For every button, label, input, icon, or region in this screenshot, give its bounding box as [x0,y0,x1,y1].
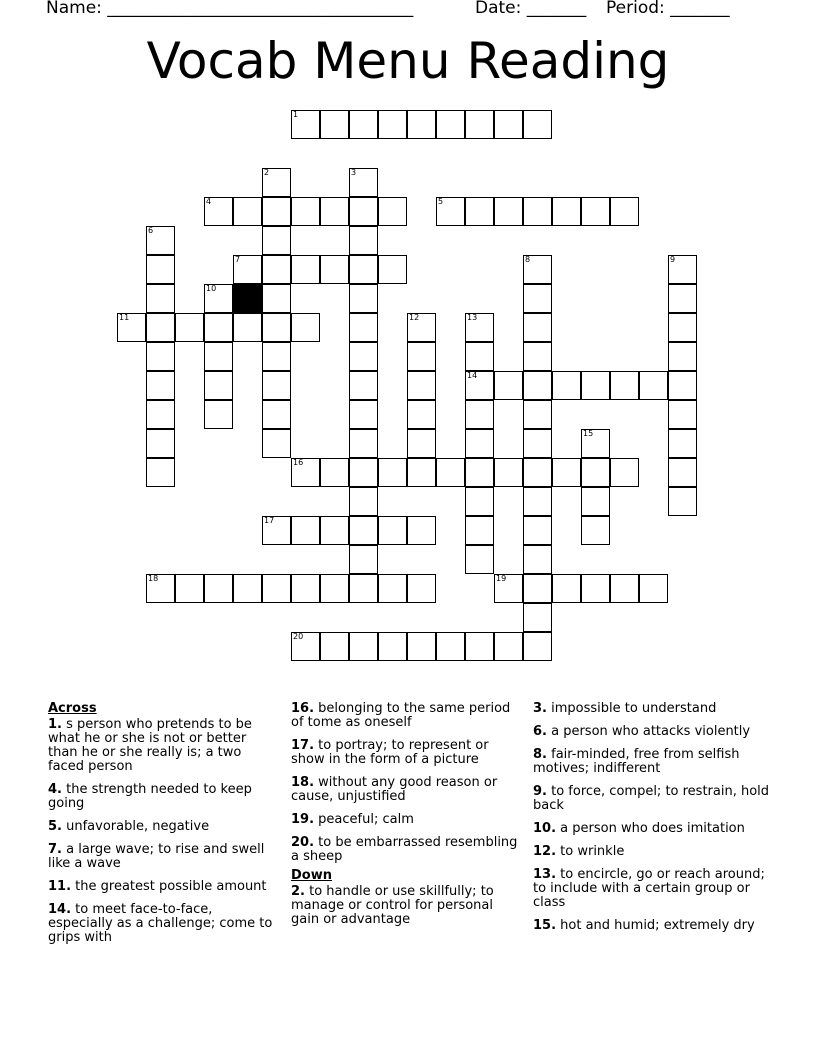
grid-cell[interactable] [407,110,436,139]
grid-cell[interactable] [175,313,204,342]
clue-number: 8 [525,255,531,264]
grid-cell[interactable] [407,458,436,487]
clue-number-label: 2. [291,884,305,899]
grid-cell[interactable] [262,168,291,197]
grid-cell[interactable] [465,516,494,545]
clues-column-3 [533,702,773,942]
clue-number-label: 1. [48,717,62,732]
grid-cell[interactable] [668,487,697,516]
clue-text: the strength needed to keep going [48,782,252,811]
grid-cell[interactable] [668,371,697,400]
clue-text: a person who does imitation [556,821,745,836]
grid-cell[interactable] [262,429,291,458]
grid-cell[interactable] [204,197,233,226]
grid-cell[interactable] [146,284,175,313]
grid-cell[interactable] [349,255,378,284]
clue-text: without any good reason or cause, unjustified [291,775,498,804]
clue-item [533,785,773,813]
grid-cell[interactable] [175,574,204,603]
clue-item [291,813,521,827]
grid-cell[interactable] [465,487,494,516]
grid-cell[interactable] [523,313,552,342]
clue-text: hot and humid; extremely dry [556,918,755,933]
clue-text: a person who attacks violently [546,724,751,739]
clue-number: 18 [148,574,159,583]
clue-text: belonging to the same period of tome as oneself [291,701,511,730]
grid-cell[interactable] [349,371,378,400]
clue-item [533,822,773,836]
grid-cell[interactable] [523,110,552,139]
clue-number: 15 [583,429,594,438]
grid-cell[interactable] [320,255,349,284]
grid-cell[interactable] [610,371,639,400]
clue-number-label: 11. [48,879,72,894]
clue-item [48,903,278,945]
grid-cell[interactable] [262,574,291,603]
grid-cell[interactable] [523,487,552,516]
grid-cell[interactable] [523,458,552,487]
grid-cell[interactable] [291,574,320,603]
grid-cell[interactable] [146,313,175,342]
grid-cell[interactable] [117,313,146,342]
grid-cell[interactable] [610,574,639,603]
clue-number-label: 18. [291,775,315,790]
clue-text: the greatest possible amount [71,879,267,894]
clue-number: 1 [293,110,299,119]
grid-cell[interactable] [291,458,320,487]
grid-cell[interactable] [523,574,552,603]
grid-cell[interactable] [320,574,349,603]
clue-item [291,885,521,927]
across-heading: Across [48,701,97,716]
grid-cell[interactable] [146,342,175,371]
grid-cell[interactable] [146,400,175,429]
grid-cell[interactable] [610,458,639,487]
clue-text: to handle or use skillfully; to manage or control for personal gain or advantage [291,884,494,927]
grid-cell[interactable] [349,400,378,429]
clue-item [48,843,278,871]
grid-cell[interactable] [465,371,494,400]
grid-cell[interactable] [349,313,378,342]
clue-number-label: 5. [48,819,62,834]
grid-cell[interactable] [523,400,552,429]
grid-cell[interactable] [407,516,436,545]
grid-cell[interactable] [668,429,697,458]
grid-cell[interactable] [407,400,436,429]
clue-text: to portray; to represent or show in the form of a picture [291,738,489,767]
grid-cell[interactable] [204,400,233,429]
grid-cell[interactable] [436,632,465,661]
grid-cell[interactable] [668,342,697,371]
clue-number: 3 [351,168,357,177]
grid-cell[interactable] [523,342,552,371]
clue-number-label: 14. [48,902,72,917]
grid-cell[interactable] [320,516,349,545]
grid-cell[interactable] [523,255,552,284]
grid-cell[interactable] [320,632,349,661]
clue-item [533,748,773,776]
grid-cell[interactable] [639,371,668,400]
grid-cell[interactable] [204,342,233,371]
clue-text: to meet face-to-face, especially as a challenge; come to grips with [48,902,273,945]
grid-cell[interactable] [349,574,378,603]
clue-number: 11 [119,313,130,322]
page-title: Vocab Menu Reading [146,32,670,90]
clue-item [533,702,773,716]
grid-cell[interactable] [291,632,320,661]
grid-cell[interactable] [668,255,697,284]
clue-number: 19 [496,574,507,583]
grid-cell[interactable] [465,632,494,661]
grid-cell[interactable] [639,574,668,603]
grid-cell[interactable] [204,284,233,313]
grid-cell[interactable] [523,197,552,226]
clue-number: 17 [264,516,275,525]
grid-cell[interactable] [146,226,175,255]
grid-cell[interactable] [262,226,291,255]
name-field[interactable]: Name: ____________________________________ [46,0,414,18]
grid-cell[interactable] [523,545,552,574]
grid-cell[interactable] [581,197,610,226]
grid-cell[interactable] [378,516,407,545]
grid-cell[interactable] [378,255,407,284]
grid-cell[interactable] [204,371,233,400]
period-field[interactable]: Period: _______ [606,0,730,18]
grid-cell[interactable] [581,371,610,400]
grid-cell[interactable] [378,110,407,139]
date-field[interactable]: Date: _______ [475,0,587,18]
clue-text: s person who pretends to be what he or she is not or better than he or she really is; a two faced person [48,717,252,774]
grid-cell[interactable] [436,110,465,139]
grid-cell[interactable] [465,197,494,226]
grid-cell[interactable] [291,255,320,284]
grid-cell[interactable] [494,458,523,487]
grid-cell[interactable] [291,516,320,545]
grid-cell[interactable] [146,574,175,603]
clue-number-label: 6. [533,724,547,739]
clue-number: 4 [206,197,212,206]
grid-cell[interactable] [407,371,436,400]
clue-number: 7 [235,255,241,264]
clue-text: to be embarrassed resembling a sheep [291,835,518,864]
grid-cell[interactable] [436,458,465,487]
clue-number: 13 [467,313,478,322]
grid-cell[interactable] [465,545,494,574]
grid-cell[interactable] [465,110,494,139]
grid-cell[interactable] [291,197,320,226]
clue-text: to force, compel; to restrain, hold back [533,784,770,813]
grid-cell[interactable] [378,574,407,603]
grid-cell[interactable] [349,429,378,458]
grid-cell[interactable] [262,313,291,342]
clue-item [291,776,521,804]
clue-number: 5 [438,197,444,206]
grid-cell[interactable] [494,574,523,603]
grid-cell[interactable] [523,284,552,313]
grid-cell[interactable] [523,516,552,545]
grid-cell[interactable] [349,284,378,313]
clue-number-label: 4. [48,782,62,797]
clues-column-1 [48,702,278,954]
grid-cell[interactable] [349,197,378,226]
clue-item [291,739,521,767]
clue-number-label: 12. [533,844,557,859]
clue-number: 9 [670,255,676,264]
clue-text: a large wave; to rise and swell like a wave [48,842,265,871]
clue-number-label: 7. [48,842,62,857]
grid-cell[interactable] [523,371,552,400]
grid-cell[interactable] [349,487,378,516]
down-heading: Down [291,868,332,883]
clue-item [533,725,773,739]
clue-number: 16 [293,458,304,467]
grid-cell[interactable] [146,458,175,487]
clue-number-label: 10. [533,821,557,836]
grid-cell[interactable] [407,429,436,458]
clue-text: to wrinkle [556,844,625,859]
grid-cell[interactable] [494,110,523,139]
grid-cell[interactable] [378,458,407,487]
grid-cell[interactable] [610,197,639,226]
grid-cell[interactable] [581,574,610,603]
clue-text: impossible to understand [546,701,717,716]
grid-cell[interactable] [581,458,610,487]
grid-cell[interactable] [262,400,291,429]
grid-cell[interactable] [349,516,378,545]
clue-item [291,836,521,864]
grid-cell[interactable] [436,197,465,226]
clue-number-label: 13. [533,867,557,882]
grid-cell[interactable] [233,574,262,603]
clue-number-label: 9. [533,784,547,799]
grid-cell[interactable] [494,632,523,661]
clue-text: to encircle, go or reach around; to include with a certain group or class [533,867,765,910]
grid-cell[interactable] [349,545,378,574]
grid-cell[interactable] [233,313,262,342]
clue-item [48,718,278,774]
clues-column-2 [291,702,521,936]
clue-number-label: 16. [291,701,315,716]
grid-cell[interactable] [378,632,407,661]
clue-item [291,702,521,730]
grid-cell[interactable] [407,574,436,603]
grid-cell[interactable] [581,487,610,516]
clue-number: 12 [409,313,420,322]
grid-cell[interactable] [552,458,581,487]
clue-number: 14 [467,371,478,380]
grid-cell[interactable] [668,284,697,313]
grid-cell[interactable] [465,429,494,458]
clue-number-label: 3. [533,701,547,716]
grid-cell[interactable] [262,255,291,284]
clue-number-label: 19. [291,812,315,827]
grid-cell[interactable] [552,371,581,400]
clue-text: peaceful; calm [314,812,414,827]
grid-cell[interactable] [349,342,378,371]
clue-item [533,845,773,859]
clue-item [533,868,773,910]
grid-cell[interactable] [581,429,610,458]
clue-number: 6 [148,226,154,235]
grid-cell[interactable] [494,371,523,400]
grid-cell[interactable] [523,632,552,661]
clue-item [48,880,278,894]
clue-number-label: 15. [533,918,557,933]
grid-cell[interactable] [320,458,349,487]
grid-cell[interactable] [668,313,697,342]
grid-cell[interactable] [320,197,349,226]
grid-cell[interactable] [291,313,320,342]
grid-cell[interactable] [146,371,175,400]
grid-cell[interactable] [204,313,233,342]
clue-item [48,783,278,811]
grid-cell[interactable] [523,429,552,458]
grid-cell[interactable] [378,197,407,226]
grid-cell[interactable] [233,255,262,284]
grid-cell[interactable] [204,574,233,603]
grid-cell[interactable] [523,603,552,632]
grid-cell[interactable] [465,342,494,371]
grid-cell[interactable] [291,110,320,139]
clue-number: 2 [264,168,270,177]
grid-cell[interactable] [349,458,378,487]
clue-number: 20 [293,632,304,641]
clue-item [533,919,773,933]
grid-cell[interactable] [465,313,494,342]
clue-item [48,820,278,834]
clue-number-label: 17. [291,738,315,753]
grid-cell[interactable] [552,574,581,603]
grid-cell[interactable] [407,342,436,371]
grid-cell[interactable] [262,197,291,226]
grid-cell[interactable] [465,458,494,487]
grid-cell[interactable] [320,110,349,139]
grid-cell[interactable] [349,632,378,661]
clue-number-label: 8. [533,747,547,762]
grid-cell[interactable] [349,168,378,197]
grid-cell[interactable] [233,197,262,226]
grid-cell[interactable] [349,110,378,139]
clue-text: unfavorable, negative [61,819,210,834]
grid-cell[interactable] [262,516,291,545]
grid-cell[interactable] [262,371,291,400]
grid-block [233,284,262,313]
grid-cell[interactable] [465,400,494,429]
grid-cell[interactable] [552,197,581,226]
grid-cell[interactable] [668,400,697,429]
grid-cell[interactable] [146,255,175,284]
grid-cell[interactable] [668,458,697,487]
clue-number-label: 20. [291,835,315,850]
grid-cell[interactable] [581,516,610,545]
grid-cell[interactable] [407,632,436,661]
grid-cell[interactable] [262,284,291,313]
grid-cell[interactable] [349,226,378,255]
grid-cell[interactable] [262,342,291,371]
clue-text: fair-minded, free from selfish motives; indifferent [533,747,740,776]
grid-cell[interactable] [146,429,175,458]
grid-cell[interactable] [494,197,523,226]
clue-number: 10 [206,284,217,293]
grid-cell[interactable] [407,313,436,342]
